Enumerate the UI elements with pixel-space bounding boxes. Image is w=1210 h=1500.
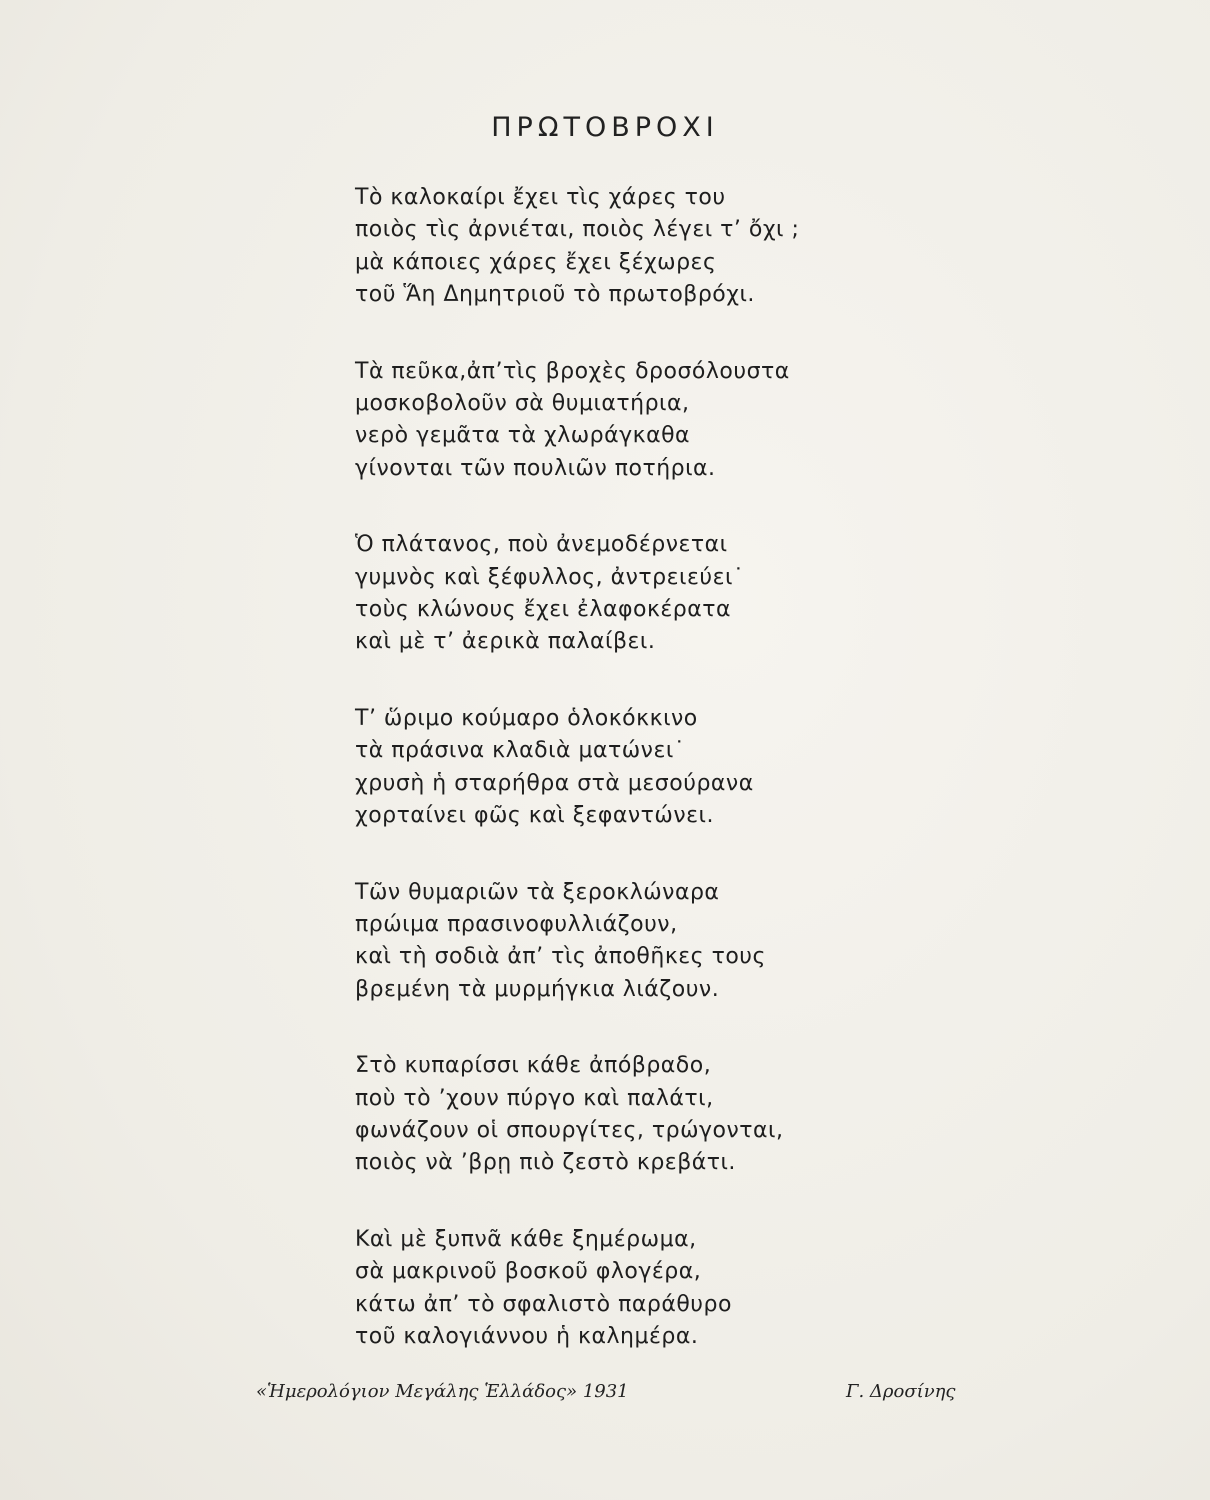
poem-body (355, 182, 915, 1353)
poem-line: χορταίνει φῶς καὶ ξεφαντώνει. (355, 803, 714, 829)
stanza-6 (355, 1050, 915, 1180)
poem-line: τοῦ καλογιάννου ἡ καλημέρα. (355, 1323, 699, 1349)
poem-line: σὰ μακρινοῦ βοσκοῦ φλογέρα, (355, 1259, 702, 1285)
poem-line: ποὺ τὸ ’χουν πύργο καὶ παλάτι, (355, 1085, 714, 1111)
author-name: Γ. Δροσίνης (846, 1381, 956, 1402)
poem-line: νερὸ γεμᾶτα τὰ χλωράγκαθα (355, 423, 691, 449)
poem-title: ΠΡΩΤΟΒΡΟΧΙ (491, 112, 719, 143)
poem-line: φωνάζουν οἱ σπουργίτες, τρώγονται, (355, 1117, 784, 1143)
stanza-4 (355, 703, 915, 833)
poem-line: πρώιμα πρασινοφυλλιάζουν, (355, 911, 678, 937)
poem-line: τοὺς κλώνους ἔχει ἐλαφοκέρατα (355, 597, 732, 623)
poem-line: βρεμένη τὰ μυρμήγκια λιάζουν. (355, 976, 720, 1002)
stanza-2 (355, 356, 915, 486)
poem-line: Τὰ πεῦκα,ἀπ’τὶς βροχὲς δροσόλουστα (355, 358, 790, 384)
poem-line: Καὶ μὲ ξυπνᾶ κάθε ξημέρωμα, (355, 1226, 697, 1252)
stanza-7 (355, 1224, 915, 1354)
poem-footer (0, 1381, 1210, 1411)
poem-line: ποιὸς τὶς ἀρνιέται, ποιὸς λέγει τ’ ὄχι ; (355, 217, 800, 243)
poem-line: Τῶν θυμαριῶν τὰ ξεροκλώναρα (355, 879, 720, 905)
poem-line: Στὸ κυπαρίσσι κάθε ἀπόβραδο, (355, 1053, 712, 1079)
poem-line: γυμνὸς καὶ ξέφυλλος, ἀντρειεύει˙ (355, 564, 745, 590)
poem-line: κάτω ἀπ’ τὸ σφαλιστὸ παράθυρο (355, 1291, 732, 1317)
poem-line: μὰ κάποιες χάρες ἔχει ξέχωρες (355, 249, 717, 275)
poem-line: Ὁ πλάτανος, ποὺ ἀνεμοδέρνεται (355, 532, 728, 558)
poem-line: τοῦ Ἅη Δημητριοῦ τὸ πρωτοβρόχι. (355, 282, 755, 308)
source-citation: «Ἡμερολόγιον Μεγάλης Ἑλλάδος» 1931 (256, 1381, 629, 1402)
poem-line: μοσκοβολοῦν σὰ θυμιατήρια, (355, 391, 690, 417)
poem-line: καὶ μὲ τ’ ἀερικὰ παλαίβει. (355, 629, 656, 655)
poem-line: γίνονται τῶν πουλιῶν ποτήρια. (355, 455, 716, 481)
poem-line: τὰ πράσινα κλαδιὰ ματώνει˙ (355, 738, 686, 764)
poem-line: καὶ τὴ σοδιὰ ἀπ’ τὶς ἀποθῆκες τους (355, 944, 766, 970)
poem-line: Τ’ ὥριμο κούμαρο ὁλοκόκκινο (355, 705, 698, 731)
poem-line: χρυσὴ ἡ σταρήθρα στὰ μεσούρανα (355, 770, 754, 796)
poem-line: Τὸ καλοκαίρι ἔχει τὶς χάρες του (355, 185, 726, 210)
poem-line: ποιὸς νὰ ’βρῃ πιὸ ζεστὸ κρεβάτι. (355, 1150, 736, 1176)
stanza-5 (355, 877, 915, 1007)
stanza-3 (355, 529, 915, 659)
stanza-1 (355, 182, 915, 312)
